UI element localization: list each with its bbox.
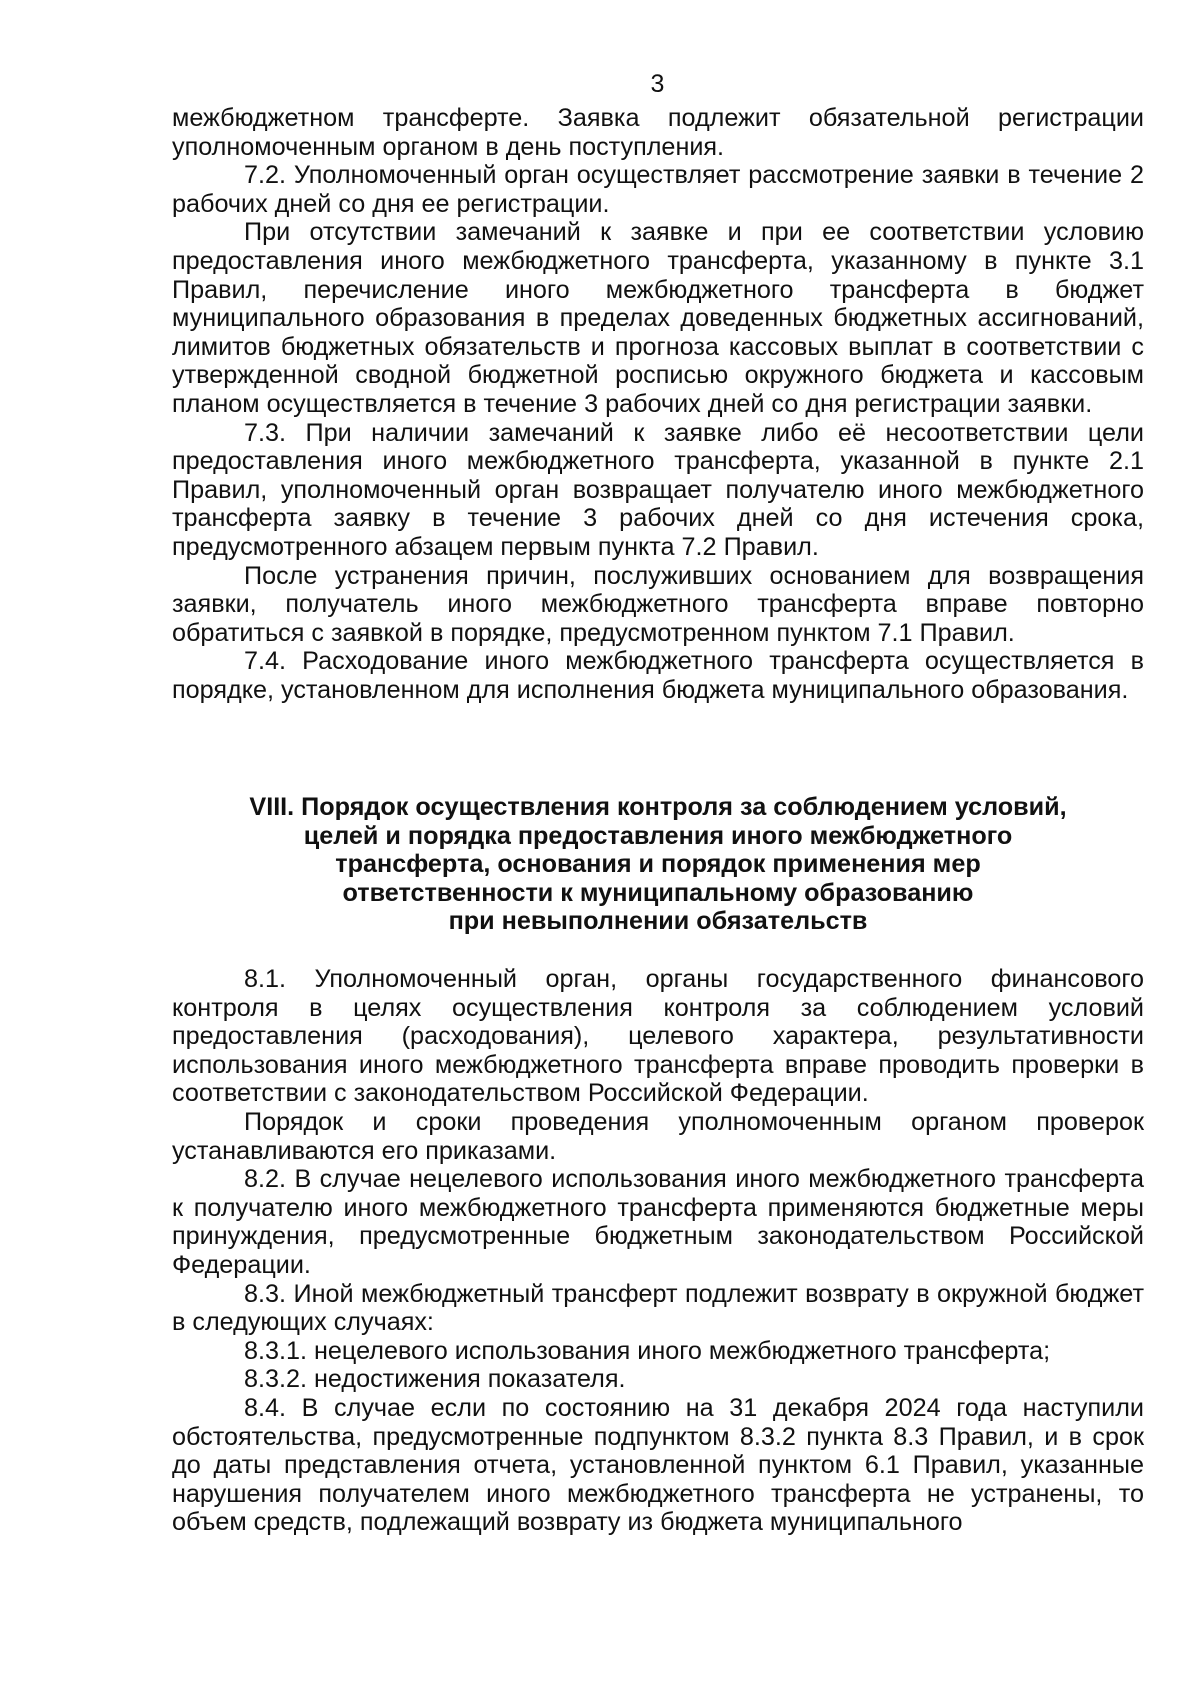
section-heading-line: при невыполнении обязательств (448, 907, 868, 936)
paragraph-8-3: 8.3. Иной межбюджетный трансферт подлежит возврату в окружной бюджет в следующих случаях: (172, 1279, 1144, 1337)
paragraph-8-4: 8.4. В случае если по состоянию на 31 декабря 2024 года наступили обстоятельства, предусмотренные подпунктом 8.3.2 пункта 8.3 Правил, и в срок до даты представления отчета, установленной пунктом 6.1 Правил, указанные нарушения получателем иного межбюджетного трансферта не устранены, то объем средств, подлежащий возврату из бюджета муниципального (172, 1393, 1144, 1537)
paragraph-7-3: 7.3. При наличии замечаний к заявке либо её несоответствии цели предоставления иного межбюджетного трансферта, указанной в пункте 2.1 Правил, уполномоченный орган возвращает получателю иного межбюджетного трансферта заявку в течение 3 рабочих дней со дня истечения срока, предусмотренного абзацем первым пункта 7.2 Правил. (172, 418, 1144, 561)
section-heading-viii (172, 793, 1144, 936)
text-block-section-7 (172, 104, 1144, 704)
page-number: 3 (650, 70, 665, 98)
paragraph-8-1-procedure: Порядок и сроки проведения уполномоченным органом проверок устанавливаются его приказами. (172, 1107, 1144, 1165)
section-heading-line: ответственности к муниципальному образованию (342, 878, 974, 907)
paragraph-7-4: 7.4. Расходование иного межбюджетного трансферта осуществляется в порядке, установленном для исполнения бюджета муниципального образования. (172, 647, 1144, 704)
paragraph-8-3-2: 8.3.2. недостижения показателя. (244, 1365, 626, 1394)
paragraph-8-2: 8.2. В случае нецелевого использования иного межбюджетного трансферта к получателю иного межбюджетного трансферта применяются бюджетные меры принуждения, предусмотренные бюджетным законодательством Российской Федерации. (172, 1165, 1144, 1279)
paragraph-8-3-1: 8.3.1. нецелевого использования иного межбюджетного трансферта; (244, 1336, 1051, 1365)
paragraph-8-1: 8.1. Уполномоченный орган, органы государственного финансового контроля в целях осуществления контроля за соблюдением условий предоставления (расходования), целевого характера, результативности использования иного межбюджетного трансферта вправе проводить проверки в соответствии с законодательством Российской Федерации. (172, 965, 1144, 1108)
paragraph-7-2-transfer: При отсутствии замечаний к заявке и при ее соответствии условию предоставления иного межбюджетного трансферта, указанному в пункте 3.1 Правил, перечисление иного межбюджетного трансферта в бюджет муниципального образования в пределах доведенных бюджетных ассигнований, лимитов бюджетных обязательств и прогноза кассовых выплат в соответствии с утвержденной сводной бюджетной росписью окружного бюджета и кассовым планом осуществляется в течение 3 рабочих дней со дня регистрации заявки. (172, 218, 1144, 418)
section-heading-line: трансферта, основания и порядок применения мер (335, 850, 981, 879)
section-heading-line: VIII. Порядок осуществления контроля за соблюдением условий, (249, 793, 1067, 821)
text-block-section-8 (172, 965, 1144, 1537)
paragraph-7-1-continuation: межбюджетном трансферте. Заявка подлежит обязательной регистрации уполномоченным органом в день поступления. (172, 104, 1144, 161)
section-heading-line: целей и порядка предоставления иного межбюджетного (303, 821, 1013, 850)
paragraph-7-2: 7.2. Уполномоченный орган осуществляет рассмотрение заявки в течение 2 рабочих дней со дня ее регистрации. (172, 161, 1144, 218)
paragraph-7-3-resubmission: После устранения причин, послуживших основанием для возвращения заявки, получатель иного межбюджетного трансферта вправе повторно обратиться с заявкой в порядке, предусмотренном пунктом 7.1 Правил. (172, 561, 1144, 647)
